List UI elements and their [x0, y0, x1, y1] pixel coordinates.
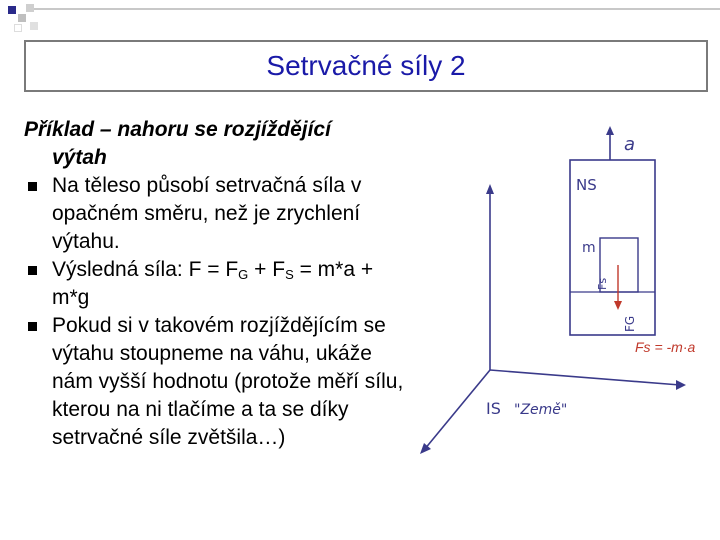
label-acceleration: a	[624, 134, 636, 155]
title-frame	[24, 40, 708, 92]
square-bullet-icon	[28, 182, 37, 191]
acceleration-arrowhead-icon	[606, 126, 614, 135]
bullet-text: Pokud si v takovém rozjíždějícím se výtahu stoupneme na váhu, ukáže nám vyšší hodnotu (protože měří sílu, kterou na ni tlačíme a ta se díky setrvačné síle zvětšila…)	[52, 314, 404, 449]
slide-body	[24, 116, 414, 452]
label-fg: FG	[623, 315, 637, 332]
elevator-diagram	[410, 120, 720, 470]
label-is: IS	[486, 399, 501, 418]
label-ns: NS	[576, 176, 597, 194]
list-item	[24, 256, 414, 312]
label-mass: m	[582, 240, 596, 256]
top-rule	[34, 8, 720, 10]
bullet-text: Na těleso působí setrvačná síla v opačném směru, než je zrychlení výtahu.	[52, 174, 362, 253]
subscript-s: S	[285, 267, 294, 282]
square-bullet-icon	[28, 322, 37, 331]
subscript-g: G	[238, 267, 249, 282]
axis-arrow-right-icon	[676, 380, 686, 390]
label-equation: Fs = -m·a	[635, 339, 696, 355]
label-zeme: "Země"	[514, 402, 568, 418]
heading-line-1: Příklad – nahoru se rozjíždějící	[24, 118, 331, 141]
list-item	[24, 172, 414, 256]
heading-line-2: výtah	[52, 146, 107, 169]
example-heading	[24, 116, 414, 172]
axis-arrow-up-icon	[486, 184, 494, 194]
list-item	[24, 312, 414, 452]
square-bullet-icon	[28, 266, 37, 275]
formula-part-1: Výsledná síla: F = F	[52, 258, 239, 281]
label-fs: Fs	[596, 277, 609, 290]
diagram-svg	[410, 120, 720, 470]
page-title: Setrvačné síly 2	[266, 50, 466, 81]
bullet-list	[24, 172, 414, 452]
corner-decoration	[0, 0, 60, 40]
formula-part-3: = m*a + m*g	[52, 258, 374, 309]
formula-part-2: + F	[248, 258, 286, 281]
inertial-force-arrowhead-icon	[614, 301, 622, 310]
